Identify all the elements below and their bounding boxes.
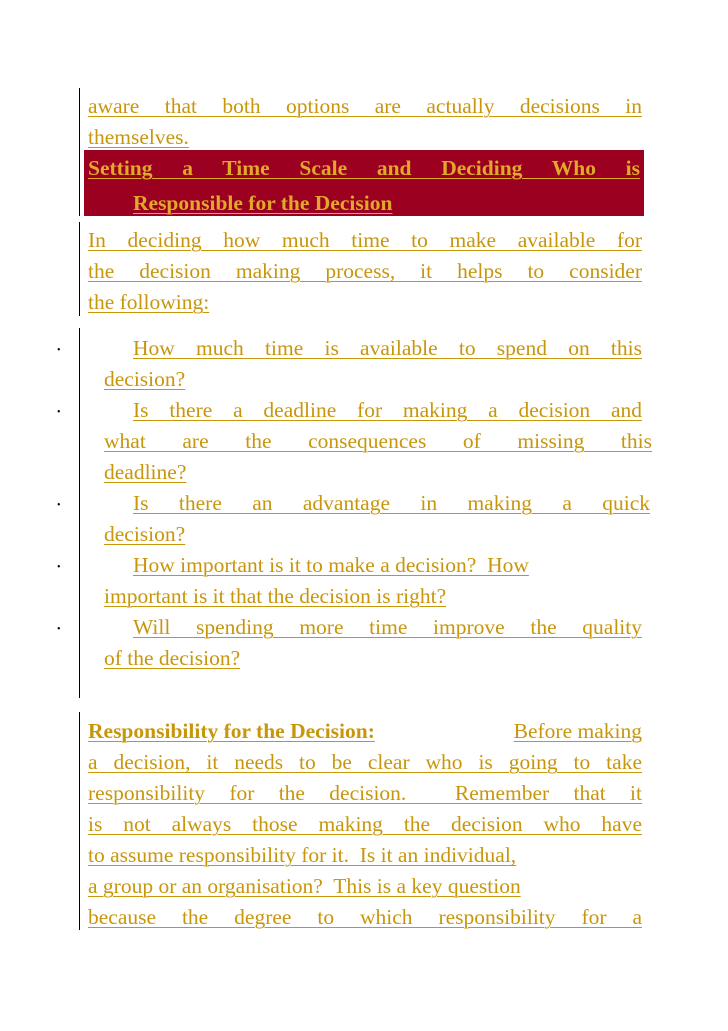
- responsibility-label: Responsibility for the Decision:: [88, 719, 375, 743]
- time-paragraph-line-1: In deciding how much time to make available for: [88, 228, 642, 252]
- bullet-1-line-2: decision?: [104, 367, 186, 391]
- bullet-2-line-1: Is there a deadline for making a decision and: [133, 398, 642, 422]
- bullet-marker: •: [57, 562, 61, 573]
- margin-rule-top: [79, 88, 80, 216]
- bullet-marker: •: [57, 345, 61, 356]
- intro-line-1: [88, 93, 642, 119]
- time-paragraph-line-2: the decision making process, it helps to consider: [88, 259, 642, 283]
- bullet-4-line-2: important is it that the decision is right?: [104, 584, 447, 608]
- responsibility-line-3: responsibility for the decision. Remember that it: [88, 781, 642, 805]
- bullet-marker: •: [57, 500, 61, 511]
- bullet-4-line-1: How important is it to make a decision? How: [133, 553, 529, 577]
- bullet-2-line-3: deadline?: [104, 460, 187, 484]
- section-heading-line-2: Responsible for the Decision: [133, 191, 393, 215]
- responsibility-line-2: a decision, it needs to be clear who is going to take: [88, 750, 642, 774]
- intro-text-2: themselves.: [88, 125, 189, 149]
- bullet-2-line-2: what are the consequences of missing this: [104, 429, 652, 453]
- bullet-marker: •: [57, 624, 61, 635]
- bullet-3-line-1: Is there an advantage in making a quick: [133, 491, 650, 515]
- responsibility-line-5: to assume responsibility for it. Is it an individual,: [88, 843, 517, 867]
- margin-rule-bottom: [79, 712, 80, 930]
- bullet-1-line-1: How much time is available to spend on this: [133, 336, 642, 360]
- time-paragraph-line-3: the following:: [88, 290, 210, 314]
- intro-text-1: aware that both options are actually decisions in: [88, 94, 642, 118]
- responsibility-line-1: [88, 718, 642, 744]
- responsibility-line-7: because the degree to which responsibility for a: [88, 905, 642, 929]
- responsibility-line-6: a group or an organisation? This is a key question: [88, 874, 521, 898]
- intro-line-2: [88, 124, 189, 150]
- bullet-3-line-2: decision?: [104, 522, 186, 546]
- bullet-5-line-1: Will spending more time improve the quality: [133, 615, 642, 639]
- responsibility-first-line-rest: Before making: [513, 719, 642, 743]
- responsibility-line-4: is not always those making the decision who have: [88, 812, 642, 836]
- bullet-marker: •: [57, 407, 61, 418]
- margin-rule-list: [79, 328, 80, 698]
- margin-rule-mid: [79, 222, 80, 316]
- section-heading-line-1: Setting a Time Scale and Deciding Who is: [88, 156, 640, 180]
- bullet-5-line-2: of the decision?: [104, 646, 241, 670]
